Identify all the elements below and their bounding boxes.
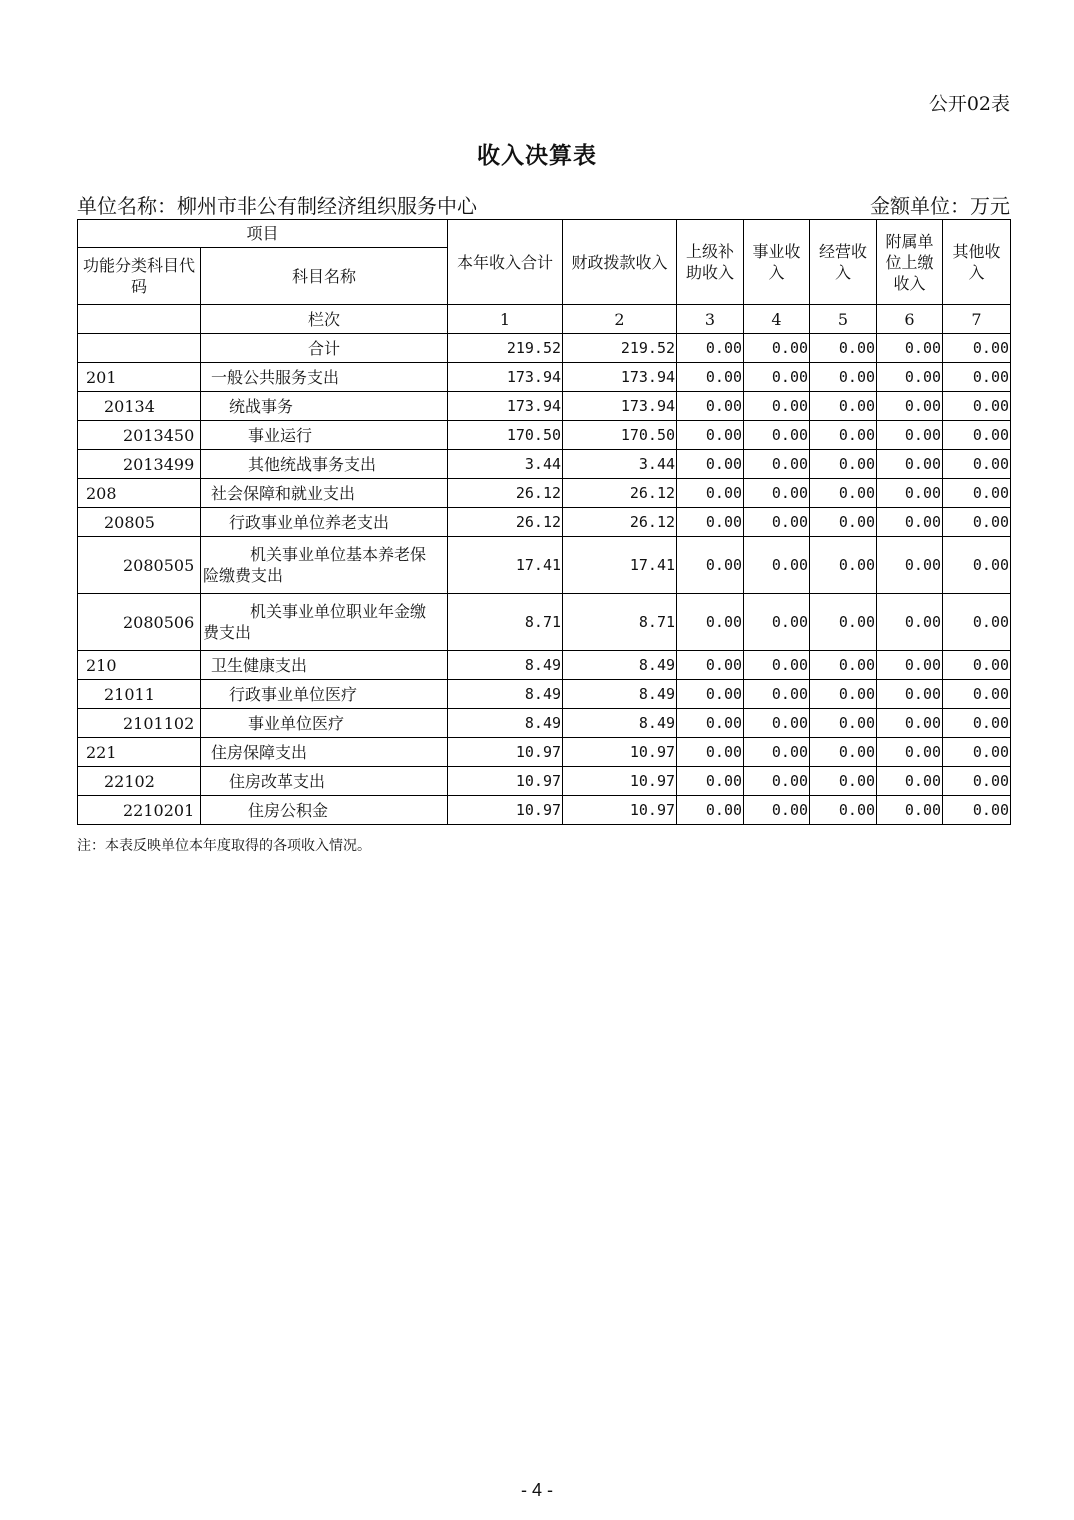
cell-value: 0.00 — [744, 450, 810, 479]
cell-value: 26.12 — [563, 508, 677, 537]
cell-value: 0.00 — [943, 709, 1011, 738]
cell-value: 0.00 — [943, 537, 1011, 594]
row-code: 2101102 — [78, 709, 201, 738]
cell-value: 0.00 — [877, 709, 943, 738]
column-index-row — [78, 305, 1011, 334]
table-row — [78, 709, 1011, 738]
cell-value: 3.44 — [448, 450, 563, 479]
cell-value: 0.00 — [877, 537, 943, 594]
cell-value: 173.94 — [563, 392, 677, 421]
cell-value: 0.00 — [943, 738, 1011, 767]
form-code: 公开02表 — [928, 93, 1010, 115]
cell-value: 0.00 — [810, 651, 877, 680]
cell-value: 0.00 — [677, 421, 744, 450]
row-name: 事业运行 — [201, 421, 448, 450]
row-code: 2013450 — [78, 421, 201, 450]
header-subject-name: 科目名称 — [201, 248, 448, 305]
header-business: 事业收入 — [744, 220, 810, 305]
cell-value: 0.00 — [810, 738, 877, 767]
cell-value: 8.71 — [448, 594, 563, 651]
cell-value: 0.00 — [943, 479, 1011, 508]
cell-value: 0.00 — [744, 738, 810, 767]
cell-value: 0.00 — [677, 680, 744, 709]
table-row — [78, 537, 1011, 594]
cell-value: 0.00 — [744, 479, 810, 508]
cell-value: 0.00 — [877, 680, 943, 709]
cell-value: 8.49 — [448, 651, 563, 680]
cell-value: 0.00 — [744, 363, 810, 392]
cell-value: 0.00 — [877, 450, 943, 479]
cell-value: 0.00 — [677, 537, 744, 594]
cell-value: 173.94 — [448, 363, 563, 392]
cell-value: 0.00 — [877, 594, 943, 651]
cell-value: 0.00 — [744, 508, 810, 537]
column-index: 4 — [744, 305, 810, 334]
row-code: 21011 — [78, 680, 201, 709]
row-name-line: 机关事业单位职业年金缴 — [250, 602, 427, 621]
cell-value: 26.12 — [448, 479, 563, 508]
cell-value: 0.00 — [877, 767, 943, 796]
row-name: 住房保障支出 — [201, 738, 448, 767]
cell-value: 0.00 — [744, 796, 810, 825]
cell-value: 0.00 — [677, 508, 744, 537]
row-code: 2080505 — [78, 537, 201, 594]
row-code: 2080506 — [78, 594, 201, 651]
cell-value: 0.00 — [744, 767, 810, 796]
cell-value: 8.49 — [448, 680, 563, 709]
cell-value: 0.00 — [677, 796, 744, 825]
cell-value: 0.00 — [877, 738, 943, 767]
header-operating: 经营收入 — [810, 220, 877, 305]
cell-value: 0.00 — [677, 363, 744, 392]
row-name: 住房改革支出 — [201, 767, 448, 796]
row-code: 2210201 — [78, 796, 201, 825]
column-index: 3 — [677, 305, 744, 334]
cell-value: 0.00 — [810, 680, 877, 709]
cell-value: 0.00 — [810, 594, 877, 651]
row-name-line: 费支出 — [203, 623, 252, 642]
row-name: 一般公共服务支出 — [201, 363, 448, 392]
page-title: 收入决算表 — [477, 142, 597, 169]
cell-value: 0.00 — [943, 651, 1011, 680]
table-row — [78, 738, 1011, 767]
cell-value: 26.12 — [448, 508, 563, 537]
cell-value: 0.00 — [744, 651, 810, 680]
cell-value: 0.00 — [810, 796, 877, 825]
cell-value: 0.00 — [877, 421, 943, 450]
cell-value: 8.49 — [563, 680, 677, 709]
cell-value: 10.97 — [448, 796, 563, 825]
column-index: 5 — [810, 305, 877, 334]
row-code: 2013499 — [78, 450, 201, 479]
table-row — [78, 450, 1011, 479]
table-row — [78, 680, 1011, 709]
row-code: 22102 — [78, 767, 201, 796]
total-cell: 0.00 — [877, 334, 943, 363]
header-project: 项目 — [78, 220, 448, 248]
row-name: 事业单位医疗 — [201, 709, 448, 738]
cell-value: 17.41 — [563, 537, 677, 594]
cell-value: 10.97 — [448, 767, 563, 796]
cell-value: 0.00 — [677, 479, 744, 508]
row-name-line: 险缴费支出 — [203, 566, 284, 585]
row-code: 20134 — [78, 392, 201, 421]
header-func-code: 功能分类科目代码 — [78, 248, 201, 305]
column-index: 7 — [943, 305, 1011, 334]
cell-value: 0.00 — [810, 767, 877, 796]
cell-value: 10.97 — [563, 767, 677, 796]
cell-value: 8.49 — [563, 651, 677, 680]
total-cell: 0.00 — [943, 334, 1011, 363]
row-name: 卫生健康支出 — [201, 651, 448, 680]
unit-name: 单位名称：柳州市非公有制经济组织服务中心 — [77, 194, 477, 218]
table-row — [78, 767, 1011, 796]
cell-value: 170.50 — [563, 421, 677, 450]
cell-value: 0.00 — [744, 421, 810, 450]
row-name — [201, 594, 448, 651]
cell-value: 0.00 — [744, 594, 810, 651]
cell-value: 0.00 — [877, 363, 943, 392]
cell-value: 173.94 — [448, 392, 563, 421]
cell-value: 0.00 — [943, 421, 1011, 450]
cell-value: 0.00 — [877, 651, 943, 680]
cell-value: 0.00 — [943, 392, 1011, 421]
cell-value: 0.00 — [877, 796, 943, 825]
cell-value: 0.00 — [810, 709, 877, 738]
cell-value: 0.00 — [677, 738, 744, 767]
total-cell: 219.52 — [563, 334, 677, 363]
table-row — [78, 796, 1011, 825]
total-label: 合计 — [201, 334, 448, 363]
cell-value: 0.00 — [810, 479, 877, 508]
column-index: 6 — [877, 305, 943, 334]
column-index: 2 — [563, 305, 677, 334]
total-cell: 219.52 — [448, 334, 563, 363]
cell-value: 0.00 — [677, 392, 744, 421]
income-table — [77, 219, 1011, 825]
row-code: 201 — [78, 363, 201, 392]
cell-value: 8.49 — [563, 709, 677, 738]
cell-value: 0.00 — [943, 450, 1011, 479]
cell-value: 3.44 — [563, 450, 677, 479]
table-row — [78, 392, 1011, 421]
table-note: 注：本表反映单位本年度取得的各项收入情况。 — [77, 838, 371, 854]
header-other: 其他收入 — [943, 220, 1011, 305]
header-superior: 上级补助收入 — [677, 220, 744, 305]
header-fiscal: 财政拨款收入 — [563, 220, 677, 305]
header-total: 本年收入合计 — [448, 220, 563, 305]
cell-value: 0.00 — [810, 537, 877, 594]
cell-value: 0.00 — [943, 767, 1011, 796]
column-index: 1 — [448, 305, 563, 334]
cell-value: 0.00 — [744, 680, 810, 709]
row-name — [201, 537, 448, 594]
cell-value: 0.00 — [877, 508, 943, 537]
row-name: 行政事业单位医疗 — [201, 680, 448, 709]
cell-value: 0.00 — [677, 450, 744, 479]
unit-line — [77, 190, 1010, 219]
cell-value: 0.00 — [677, 767, 744, 796]
row-name: 统战事务 — [201, 392, 448, 421]
cell-value: 0.00 — [943, 796, 1011, 825]
cell-value: 0.00 — [810, 450, 877, 479]
cell-value: 173.94 — [563, 363, 677, 392]
column-index-label: 栏次 — [201, 305, 448, 334]
table-row — [78, 363, 1011, 392]
total-cell: 0.00 — [677, 334, 744, 363]
cell-value: 0.00 — [677, 594, 744, 651]
row-code: 20805 — [78, 508, 201, 537]
cell-value: 10.97 — [563, 796, 677, 825]
total-cell: 0.00 — [810, 334, 877, 363]
table-row — [78, 479, 1011, 508]
table-row — [78, 421, 1011, 450]
total-cell: 0.00 — [744, 334, 810, 363]
cell-value: 0.00 — [810, 392, 877, 421]
row-code: 221 — [78, 738, 201, 767]
cell-value: 0.00 — [744, 392, 810, 421]
cell-value: 0.00 — [744, 709, 810, 738]
row-name: 住房公积金 — [201, 796, 448, 825]
cell-value: 0.00 — [943, 594, 1011, 651]
table-row — [78, 651, 1011, 680]
cell-value: 10.97 — [563, 738, 677, 767]
header-affiliated: 附属单位上缴收入 — [877, 220, 943, 305]
row-name: 行政事业单位养老支出 — [201, 508, 448, 537]
row-name-line: 机关事业单位基本养老保 — [250, 545, 427, 564]
table-row — [78, 594, 1011, 651]
cell-value: 0.00 — [877, 392, 943, 421]
cell-value: 0.00 — [744, 537, 810, 594]
cell-value: 0.00 — [877, 479, 943, 508]
amount-unit: 金额单位：万元 — [870, 194, 1010, 218]
cell-value: 0.00 — [677, 709, 744, 738]
row-code: 208 — [78, 479, 201, 508]
row-name: 社会保障和就业支出 — [201, 479, 448, 508]
cell-value: 170.50 — [448, 421, 563, 450]
cell-value: 8.71 — [563, 594, 677, 651]
cell-value: 0.00 — [810, 421, 877, 450]
total-row — [78, 334, 1011, 363]
row-name: 其他统战事务支出 — [201, 450, 448, 479]
cell-value: 0.00 — [810, 508, 877, 537]
cell-value: 26.12 — [563, 479, 677, 508]
cell-value: 8.49 — [448, 709, 563, 738]
cell-value: 0.00 — [943, 680, 1011, 709]
cell-value: 0.00 — [943, 508, 1011, 537]
row-code: 210 — [78, 651, 201, 680]
cell-value: 0.00 — [943, 363, 1011, 392]
cell-value: 17.41 — [448, 537, 563, 594]
cell-value: 0.00 — [677, 651, 744, 680]
table-row — [78, 508, 1011, 537]
page-number: - 4 - — [520, 1480, 553, 1500]
cell-value: 10.97 — [448, 738, 563, 767]
cell-value: 0.00 — [810, 363, 877, 392]
